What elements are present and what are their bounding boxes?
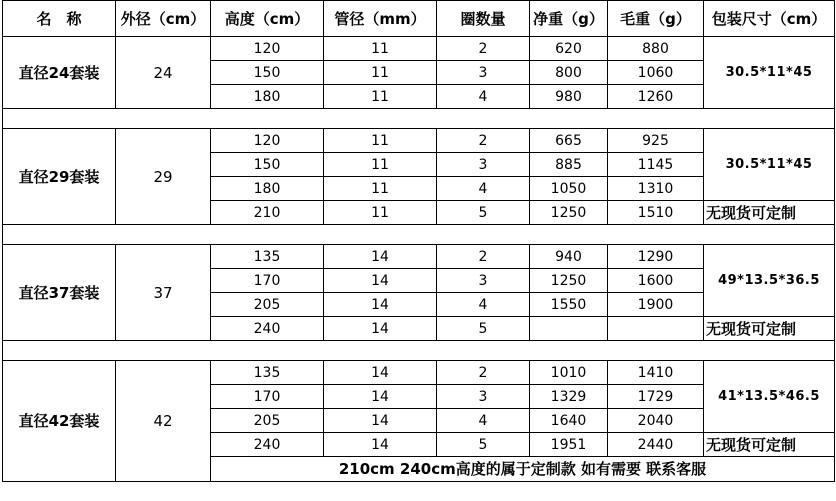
height-cell: 135 (211, 361, 324, 385)
custom-order-note: 无现货可定制 (704, 201, 835, 225)
rings-cell: 4 (437, 85, 530, 109)
height-cell: 205 (211, 293, 324, 317)
gross-weight-cell: 1510 (608, 201, 704, 225)
rings-cell: 4 (437, 409, 530, 433)
group-outer-diameter: 37 (116, 245, 211, 341)
net-weight-cell: 665 (530, 129, 608, 153)
net-weight-cell: 885 (530, 153, 608, 177)
group-outer-diameter: 29 (116, 129, 211, 225)
footer-note: 210cm 240cm高度的属于定制款 如有需要 联系客服 (211, 457, 835, 482)
group-name: 直径24套装 (3, 37, 116, 109)
header-package-size: 包装尺寸（cm） (704, 1, 835, 37)
net-weight-cell: 1329 (530, 385, 608, 409)
net-weight-cell: 1640 (530, 409, 608, 433)
table-row (3, 361, 835, 385)
net-weight-cell: 940 (530, 245, 608, 269)
rings-cell: 4 (437, 293, 530, 317)
net-weight-cell: 1250 (530, 269, 608, 293)
spacer-row (3, 225, 835, 245)
rings-cell: 5 (437, 433, 530, 457)
group-outer-diameter: 24 (116, 37, 211, 109)
gross-weight-cell: 1900 (608, 293, 704, 317)
tube-cell: 11 (324, 37, 437, 61)
rings-cell: 2 (437, 361, 530, 385)
gross-weight-cell: 1260 (608, 85, 704, 109)
spacer-row (3, 341, 835, 361)
tube-cell: 11 (324, 61, 437, 85)
gross-weight-cell: 1290 (608, 245, 704, 269)
header-net-weight: 净重（g） (530, 1, 608, 37)
height-cell: 240 (211, 317, 324, 341)
rings-cell: 2 (437, 129, 530, 153)
tube-cell: 14 (324, 433, 437, 457)
gross-weight-cell: 2440 (608, 433, 704, 457)
header-outer-diameter: 外径（cm） (116, 1, 211, 37)
package-size-cell: 30.5*11*45 (704, 37, 835, 109)
custom-order-note: 无现货可定制 (704, 317, 835, 341)
net-weight-cell: 1951 (530, 433, 608, 457)
package-size-cell: 41*13.5*46.5 (704, 361, 835, 433)
gross-weight-cell: 1600 (608, 269, 704, 293)
net-weight-cell: 1550 (530, 293, 608, 317)
tube-cell: 14 (324, 245, 437, 269)
gross-weight-cell: 1145 (608, 153, 704, 177)
group-name: 直径37套装 (3, 245, 116, 341)
header-rings: 圈数量 (437, 1, 530, 37)
header-row (3, 1, 835, 37)
height-cell: 205 (211, 409, 324, 433)
custom-order-note: 无现货可定制 (704, 433, 835, 457)
tube-cell: 14 (324, 409, 437, 433)
spacer-row (3, 109, 835, 129)
rings-cell: 3 (437, 269, 530, 293)
height-cell: 150 (211, 61, 324, 85)
group-name: 直径42套装 (3, 361, 116, 482)
gross-weight-cell: 880 (608, 37, 704, 61)
tube-cell: 11 (324, 177, 437, 201)
height-cell: 170 (211, 269, 324, 293)
spacer-cell (3, 225, 835, 245)
spacer-cell (3, 341, 835, 361)
tube-cell: 11 (324, 201, 437, 225)
height-cell: 120 (211, 37, 324, 61)
rings-cell: 3 (437, 61, 530, 85)
table-row (3, 245, 835, 269)
rings-cell: 3 (437, 153, 530, 177)
package-size-cell: 30.5*11*45 (704, 129, 835, 201)
header-gross-weight: 毛重（g） (608, 1, 704, 37)
rings-cell: 2 (437, 37, 530, 61)
net-weight-cell: 1010 (530, 361, 608, 385)
gross-weight-cell: 1310 (608, 177, 704, 201)
gross-weight-cell: 1410 (608, 361, 704, 385)
gross-weight-cell: 925 (608, 129, 704, 153)
net-weight-cell: 980 (530, 85, 608, 109)
tube-cell: 11 (324, 153, 437, 177)
spacer-cell (3, 109, 835, 129)
height-cell: 120 (211, 129, 324, 153)
gross-weight-cell: 1060 (608, 61, 704, 85)
rings-cell: 5 (437, 201, 530, 225)
header-height: 高度（cm） (211, 1, 324, 37)
gross-weight-cell: 1729 (608, 385, 704, 409)
net-weight-cell: 800 (530, 61, 608, 85)
package-size-cell: 49*13.5*36.5 (704, 245, 835, 317)
rings-cell: 5 (437, 317, 530, 341)
height-cell: 135 (211, 245, 324, 269)
table-row (3, 129, 835, 153)
table-row (3, 37, 835, 61)
height-cell: 170 (211, 385, 324, 409)
rings-cell: 4 (437, 177, 530, 201)
tube-cell: 14 (324, 293, 437, 317)
tube-cell: 11 (324, 85, 437, 109)
rings-cell: 2 (437, 245, 530, 269)
header-name: 名 称 (3, 1, 116, 37)
height-cell: 180 (211, 177, 324, 201)
height-cell: 240 (211, 433, 324, 457)
height-cell: 180 (211, 85, 324, 109)
net-weight-cell: 620 (530, 37, 608, 61)
height-cell: 210 (211, 201, 324, 225)
net-weight-cell: 1250 (530, 201, 608, 225)
tube-cell: 14 (324, 385, 437, 409)
header-tube-diameter: 管径（mm） (324, 1, 437, 37)
net-weight-cell (530, 317, 608, 341)
spec-table (2, 0, 835, 482)
tube-cell: 14 (324, 317, 437, 341)
group-name: 直径29套装 (3, 129, 116, 225)
tube-cell: 14 (324, 361, 437, 385)
gross-weight-cell: 2040 (608, 409, 704, 433)
rings-cell: 3 (437, 385, 530, 409)
height-cell: 150 (211, 153, 324, 177)
tube-cell: 11 (324, 129, 437, 153)
gross-weight-cell (608, 317, 704, 341)
group-outer-diameter: 42 (116, 361, 211, 482)
tube-cell: 14 (324, 269, 437, 293)
net-weight-cell: 1050 (530, 177, 608, 201)
